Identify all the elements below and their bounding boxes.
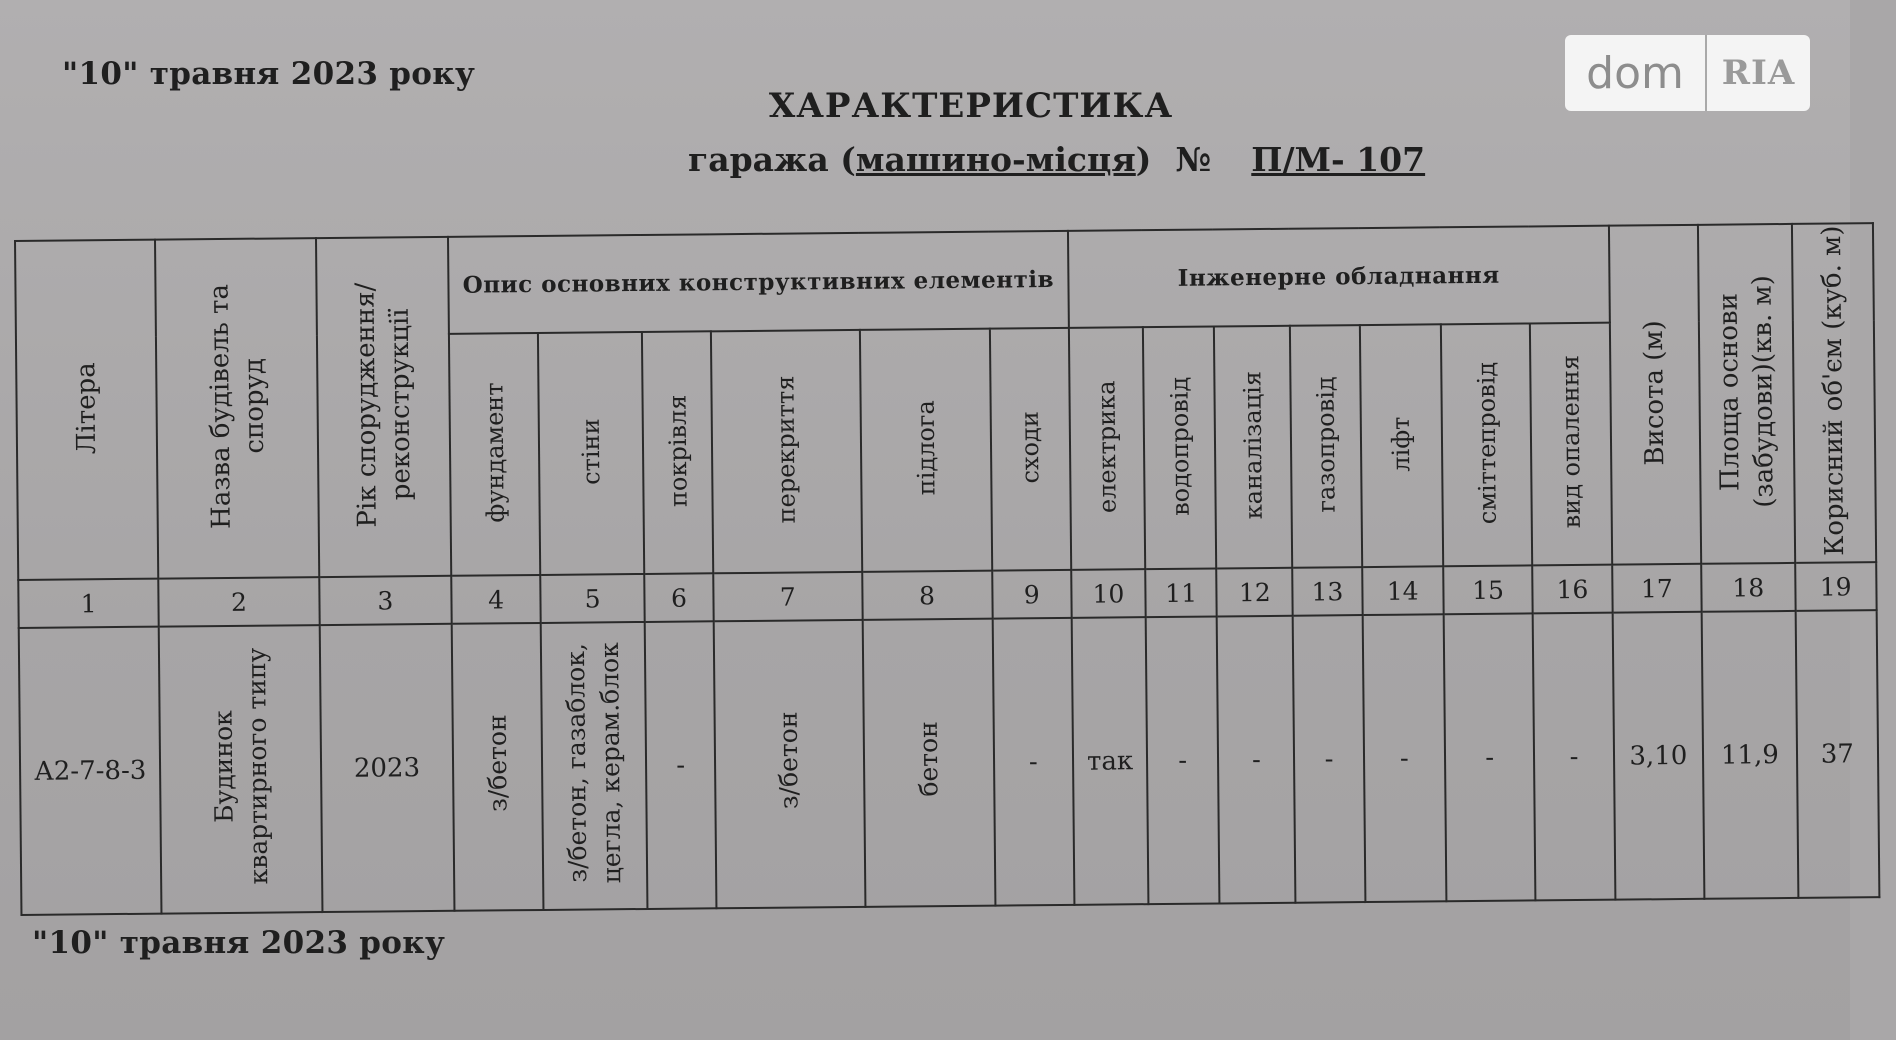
column-number: 18 bbox=[1701, 563, 1795, 612]
cell-volume: 37 bbox=[1795, 610, 1879, 898]
cell-base-area: 11,9 bbox=[1702, 611, 1798, 899]
cell-ceiling: з/бетон bbox=[714, 620, 865, 908]
header-walls: стіни bbox=[538, 332, 644, 575]
column-number: 5 bbox=[541, 574, 645, 623]
header-lift: ліфт bbox=[1359, 324, 1443, 567]
garage-number: П/М- 107 bbox=[1251, 140, 1426, 179]
column-number: 3 bbox=[319, 576, 452, 625]
header-water: водопровід bbox=[1143, 326, 1216, 569]
column-number: 2 bbox=[159, 577, 320, 627]
cell-building-name: Будинок квартирного типу bbox=[159, 625, 322, 914]
column-number: 16 bbox=[1533, 565, 1613, 614]
cell-water: - bbox=[1146, 616, 1220, 904]
header-stairs: сходи bbox=[989, 328, 1071, 571]
table-row bbox=[19, 610, 1880, 915]
column-number: 4 bbox=[451, 575, 541, 624]
column-number: 12 bbox=[1216, 568, 1293, 617]
cell-litera: А2-7-8-3 bbox=[19, 627, 162, 915]
header-base-area: Площа основи (забудови)(кв. м) bbox=[1698, 224, 1795, 564]
document-date-top: "10" травня 2023 року bbox=[62, 56, 476, 92]
column-number: 8 bbox=[862, 571, 993, 620]
column-number: 19 bbox=[1795, 562, 1877, 611]
header-volume: Корисний об'єм (куб. м) bbox=[1792, 223, 1877, 563]
cell-heating: - bbox=[1533, 613, 1615, 901]
logo-dom-text: dom bbox=[1586, 47, 1684, 99]
column-number: 17 bbox=[1612, 564, 1702, 613]
subtitle-type: машино-місця bbox=[855, 140, 1136, 179]
column-number: 10 bbox=[1071, 569, 1146, 618]
column-number: 11 bbox=[1145, 568, 1217, 617]
header-construction-group: Опис основних конструктивних елементів bbox=[448, 231, 1069, 334]
column-number: 1 bbox=[18, 579, 159, 628]
column-number: 14 bbox=[1362, 566, 1444, 615]
cell-lift: - bbox=[1362, 614, 1446, 902]
header-year: Рік спорудження/ реконструкції bbox=[316, 237, 451, 577]
cell-gas: - bbox=[1293, 615, 1365, 903]
cell-foundation: з/бетон bbox=[452, 623, 544, 911]
cell-sewerage: - bbox=[1217, 616, 1296, 904]
header-roof: покрівля bbox=[642, 331, 713, 574]
cell-floor: бетон bbox=[862, 619, 995, 907]
cell-electricity: так bbox=[1072, 617, 1149, 905]
characteristics-table bbox=[14, 222, 1880, 916]
cell-stairs: - bbox=[992, 618, 1074, 906]
number-sign: № bbox=[1175, 140, 1212, 179]
column-number: 9 bbox=[992, 570, 1072, 619]
subtitle-prefix: гаража ( bbox=[688, 140, 856, 179]
header-litera: Літера bbox=[15, 240, 158, 580]
header-engineering-group: Інженерне обладнання bbox=[1068, 226, 1610, 328]
header-height: Висота (м) bbox=[1609, 225, 1702, 565]
cell-height: 3,10 bbox=[1612, 612, 1704, 900]
logo-ria-text: RIA bbox=[1721, 53, 1796, 93]
column-number: 13 bbox=[1293, 567, 1363, 616]
header-gas: газопровід bbox=[1290, 325, 1361, 568]
column-number: 7 bbox=[713, 572, 862, 621]
column-number: 15 bbox=[1443, 565, 1533, 614]
subtitle-suffix: ) bbox=[1135, 140, 1152, 179]
cell-garbage-chute: - bbox=[1444, 613, 1536, 901]
document-date-bottom: "10" травня 2023 року bbox=[32, 925, 446, 961]
column-number: 6 bbox=[644, 573, 714, 622]
document-title: ХАРАКТЕРИСТИКА bbox=[768, 86, 1174, 126]
header-garbage-chute: сміттепровід bbox=[1441, 323, 1533, 566]
header-electricity: електрика bbox=[1069, 327, 1146, 570]
cell-walls: з/бетон, газаблок, цегла, керам.блок bbox=[541, 622, 647, 910]
header-foundation: фундамент bbox=[449, 333, 541, 576]
header-ceiling: перекриття bbox=[711, 330, 862, 573]
header-heating: вид опалення bbox=[1530, 323, 1612, 566]
cell-year: 2023 bbox=[320, 624, 455, 912]
header-floor: підлога bbox=[859, 329, 991, 572]
cell-roof: - bbox=[645, 621, 717, 909]
header-building-name: Назва будівель та споруд bbox=[155, 238, 319, 579]
header-sewerage: каналізація bbox=[1214, 326, 1293, 569]
